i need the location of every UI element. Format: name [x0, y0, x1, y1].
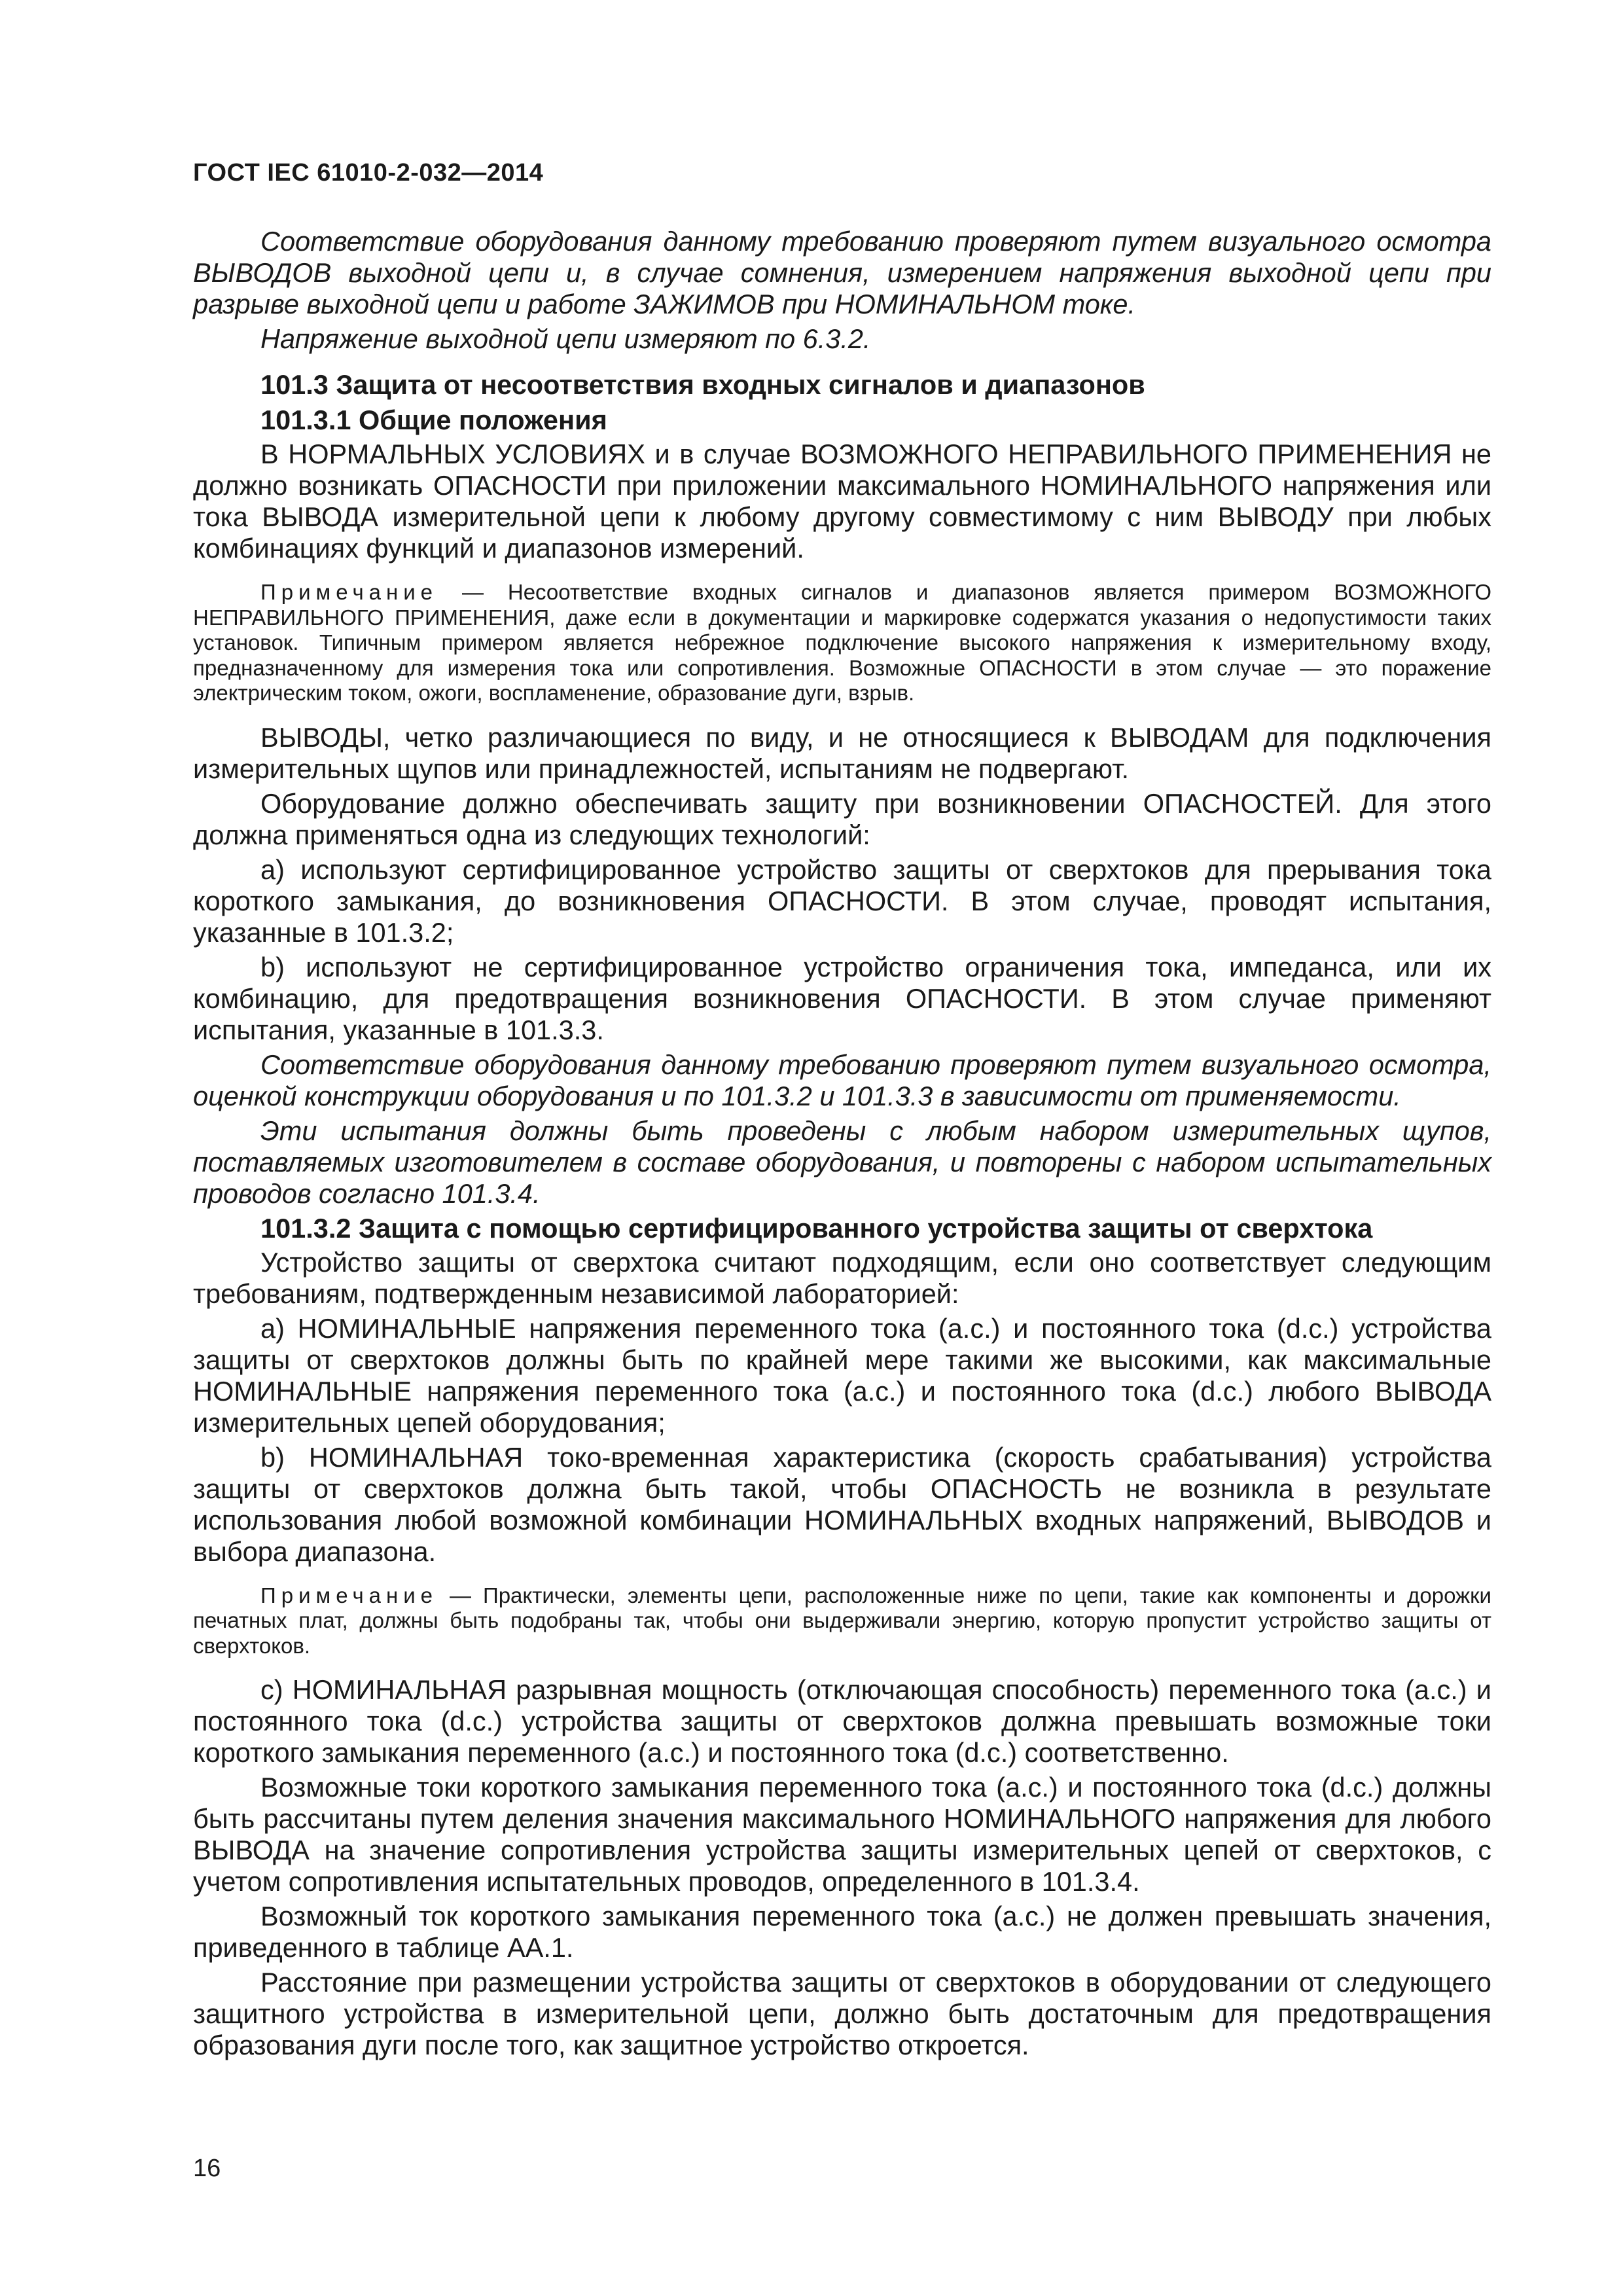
paragraph: Соответствие оборудования данному требованию проверяют путем визуального осмотра ВЫВОДОВ выходной цепи и, в случае сомнения, измерением напряжения выходной цепи при разрыве выходной цепи и работе ЗАЖИМОВ при НОМИНАЛЬНОМ токе.	[193, 226, 1491, 319]
paragraph: Эти испытания должны быть проведены с любым набором измерительных щупов, поставляемых изготовителем в составе оборудования, и повторены с набором испытательных проводов согласно 101.3.4.	[193, 1115, 1491, 1209]
paragraph: Возможный ток короткого замыкания переменного тока (a.c.) не должен превышать значения, приведенного в таблице АА.1.	[193, 1901, 1491, 1963]
list-item: c) НОМИНАЛЬНАЯ разрывная мощность (отключающая способность) переменного тока (a.c.) и постоянного тока (d.c.) устройства защиты от сверхтоков должна превышать возможные токи короткого замыкания переменного (a.c.) и постоянного тока (d.c.) соответственно.	[193, 1674, 1491, 1768]
paragraph: Расстояние при размещении устройства защиты от сверхтоков в оборудовании от следующего защитного устройства в измерительной цепи, должно быть достаточным для предотвращения образования дуги после того, как защитное устройство откроется.	[193, 1967, 1491, 2060]
section-heading-101-3-2: 101.3.2 Защита с помощью сертифицированного устройства защиты от сверхтока	[260, 1212, 1373, 1244]
paragraph: Соответствие оборудования данному требованию проверяют путем визуального осмотра, оценкой конструкции оборудования и по 101.3.2 и 101.3.3 в зависимости от применяемости.	[193, 1049, 1491, 1111]
paragraph: Устройство защиты от сверхтока считают подходящим, если оно соответствует следующим требованиям, подтвержденным независимой лабораторией:	[193, 1246, 1491, 1309]
paragraph: Напряжение выходной цепи измеряют по 6.3.2.	[260, 323, 871, 354]
list-item: b) используют не сертифицированное устройство ограничения тока, импеданса, или их комбинацию, для предотвращения возникновения ОПАСНОСТИ. В этом случае применяют испытания, указанные в 101.3.3.	[193, 951, 1491, 1045]
note-text: — Несоответствие входных сигналов и диапазонов является примером ВОЗМОЖНОГО НЕПРАВИЛЬНОГО ПРИМЕНЕНИЯ, даже если в документации и маркировке содержатся указания о недопустимости таких установок. Типичным примером является небрежное подключение высокого напряжения к измерительному входу, предназначенному для измерения тока или сопротивления. Возможные ОПАСНОСТИ в этом случае — это поражение электрическим током, ожоги, воспламенение, образование дуги, взрыв.	[193, 580, 1491, 705]
note-label: Примечание	[260, 580, 438, 604]
section-heading-101-3: 101.3 Защита от несоответствия входных сигналов и диапазонов	[260, 369, 1145, 400]
section-heading-101-3-1: 101.3.1 Общие положения	[260, 404, 607, 435]
paragraph: Возможные токи короткого замыкания переменного тока (a.c.) и постоянного тока (d.c.) должны быть рассчитаны путем деления значения максимального НОМИНАЛЬНОГО напряжения для любого ВЫВОДА на значение сопротивления устройства защиты измерительных цепей от сверхтоков, с учетом сопротивления испытательных проводов, определенного в 101.3.4.	[193, 1772, 1491, 1897]
note-text: — Практически, элементы цепи, расположенные ниже по цепи, такие как компоненты и дорожки печатных плат, должны быть подобраны так, чтобы они выдерживали энергию, которую пропустит устройство защиты от сверхтоков.	[193, 1583, 1491, 1658]
note-label: Примечание	[260, 1583, 438, 1607]
document-body	[193, 226, 1491, 2064]
note-block	[193, 580, 1491, 706]
paragraph: ВЫВОДЫ, четко различающиеся по виду, и не относящиеся к ВЫВОДАМ для подключения измерительных щупов или принадлежностей, испытаниям не подвергают.	[193, 721, 1491, 784]
document-header: ГОСТ IEC 61010-2-032—2014	[193, 159, 544, 187]
list-item: a) НОМИНАЛЬНЫЕ напряжения переменного тока (a.c.) и постоянного тока (d.c.) устройства защиты от сверхтоков должны быть по крайней мере такими же высокими, как максимальные НОМИНАЛЬНЫЕ напряжения переменного тока (a.c.) и постоянного тока (d.c.) любого ВЫВОДА измерительных цепей оборудования;	[193, 1312, 1491, 1438]
note-block	[193, 1583, 1491, 1659]
list-item: b) НОМИНАЛЬНАЯ токо-временная характеристика (скорость срабатывания) устройства защиты от сверхтоков должна быть такой, чтобы ОПАСНОСТЬ не возникла в результате использования любой возможной комбинации НОМИНАЛЬНЫХ входных напряжений, ВЫВОДОВ и выбора диапазона.	[193, 1441, 1491, 1567]
paragraph: Оборудование должно обеспечивать защиту при возникновении ОПАСНОСТЕЙ. Для этого должна применяться одна из следующих технологий:	[193, 787, 1491, 850]
page-number: 16	[193, 2155, 221, 2182]
list-item: a) используют сертифицированное устройство защиты от сверхтоков для прерывания тока короткого замыкания, до возникновения ОПАСНОСТИ. В этом случае, проводят испытания, указанные в 101.3.2;	[193, 853, 1491, 948]
paragraph: В НОРМАЛЬНЫХ УСЛОВИЯХ и в случае ВОЗМОЖНОГО НЕПРАВИЛЬНОГО ПРИМЕНЕНИЯ не должно возникать ОПАСНОСТИ при приложении максимального НОМИНАЛЬНОГО напряжения или тока ВЫВОДА измерительной цепи к любому другому совместимому с ним ВЫВОДУ при любых комбинациях функций и диапазонов измерений.	[193, 439, 1491, 564]
